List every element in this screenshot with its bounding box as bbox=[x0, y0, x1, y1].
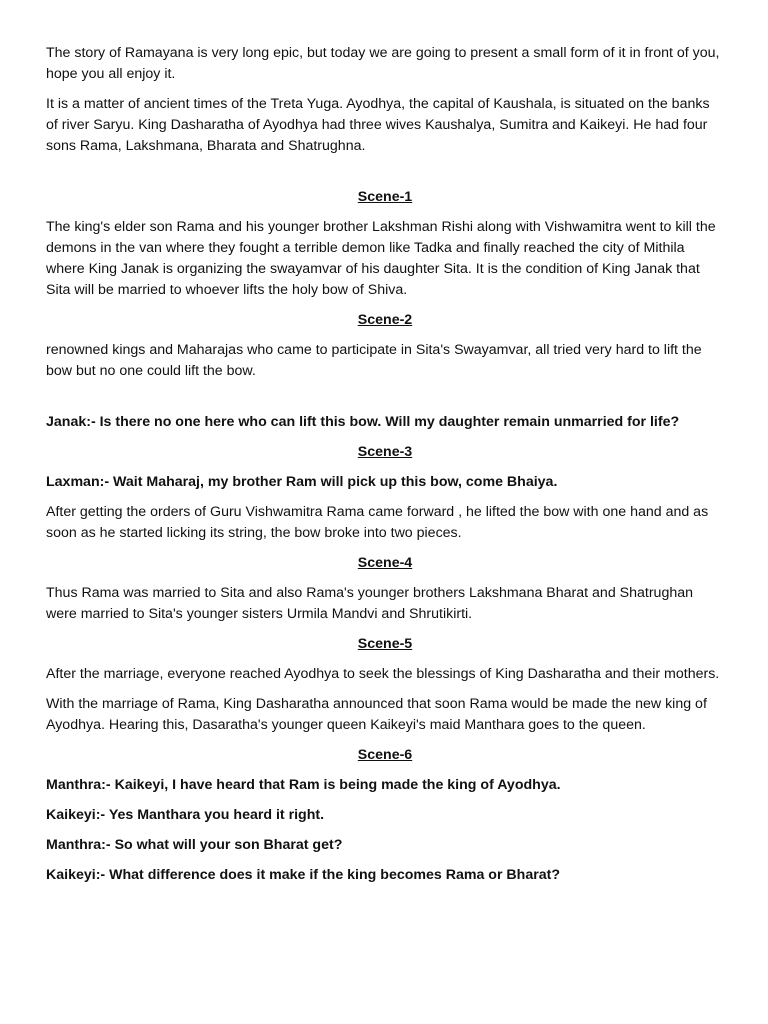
scene-1-heading: Scene-1 bbox=[357, 189, 413, 205]
document-page bbox=[46, 43, 724, 895]
scene-4-heading: Scene-4 bbox=[357, 555, 413, 571]
scene-5-text-1: After the marriage, everyone reached Ayodhya to seek the blessings of King Dasharatha and their mothers. bbox=[46, 666, 720, 682]
scene-2-dialogue-janak: Janak:- Is there no one here who can lift this bow. Will my daughter remain unmarried for life? bbox=[46, 414, 680, 430]
scene-2-text: renowned kings and Maharajas who came to participate in Sita's Swayamvar, all tried very hard to lift the bow but no one could lift the bow. bbox=[46, 342, 702, 379]
scene-5-text-2: With the marriage of Rama, King Dasharatha announced that soon Rama would be made the new king of Ayodhya. Hearing this, Dasaratha's younger queen Kaikeyi's maid Manthara goes to the queen. bbox=[46, 696, 707, 733]
scene-6-dialogue-manthra-1: Manthra:- Kaikeyi, I have heard that Ram is being made the king of Ayodhya. bbox=[46, 777, 561, 793]
scene-6-dialogue-kaikeyi-1: Kaikeyi:- Yes Manthara you heard it right. bbox=[46, 807, 325, 823]
scene-3-dialogue-laxman: Laxman:- Wait Maharaj, my brother Ram will pick up this bow, come Bhaiya. bbox=[46, 474, 558, 490]
scene-3-text: After getting the orders of Guru Vishwamitra Rama came forward , he lifted the bow with one hand and as soon as he started licking its string, the bow broke into two pieces. bbox=[46, 504, 709, 541]
scene-3-heading: Scene-3 bbox=[357, 444, 413, 460]
intro-paragraph-1: The story of Ramayana is very long epic, but today we are going to present a small form of it in front of you, hope you all enjoy it. bbox=[46, 45, 720, 82]
scene-6-dialogue-manthra-2: Manthra:- So what will your son Bharat get? bbox=[46, 837, 343, 853]
intro-paragraph-2: It is a matter of ancient times of the Treta Yuga. Ayodhya, the capital of Kaushala, is situated on the banks of river Saryu. King Dasharatha of Ayodhya had three wives Kaushalya, Sumitra and Kaikeyi. He had four sons Rama, Lakshmana, Bharata and Shatrughna. bbox=[46, 96, 710, 154]
scene-1-text: The king's elder son Rama and his younger brother Lakshman Rishi along with Vishwamitra went to kill the demons in the van where they fought a terrible demon like Tadka and finally reached the city of Mithila where King Janak is organizing the swayamvar of his daughter Sita. It is the condition of King Janak that Sita will be married to whoever lifts the holy bow of Shiva. bbox=[46, 219, 716, 298]
scene-6-heading: Scene-6 bbox=[357, 747, 413, 763]
scene-5-heading: Scene-5 bbox=[357, 636, 413, 652]
scene-4-text: Thus Rama was married to Sita and also Rama's younger brothers Lakshmana Bharat and Shatrughan were married to Sita's younger sisters Urmila Mandvi and Shrutikirti. bbox=[46, 585, 694, 622]
scene-6-dialogue-kaikeyi-2: Kaikeyi:- What difference does it make if the king becomes Rama or Bharat? bbox=[46, 867, 561, 883]
scene-2-heading: Scene-2 bbox=[357, 312, 413, 328]
